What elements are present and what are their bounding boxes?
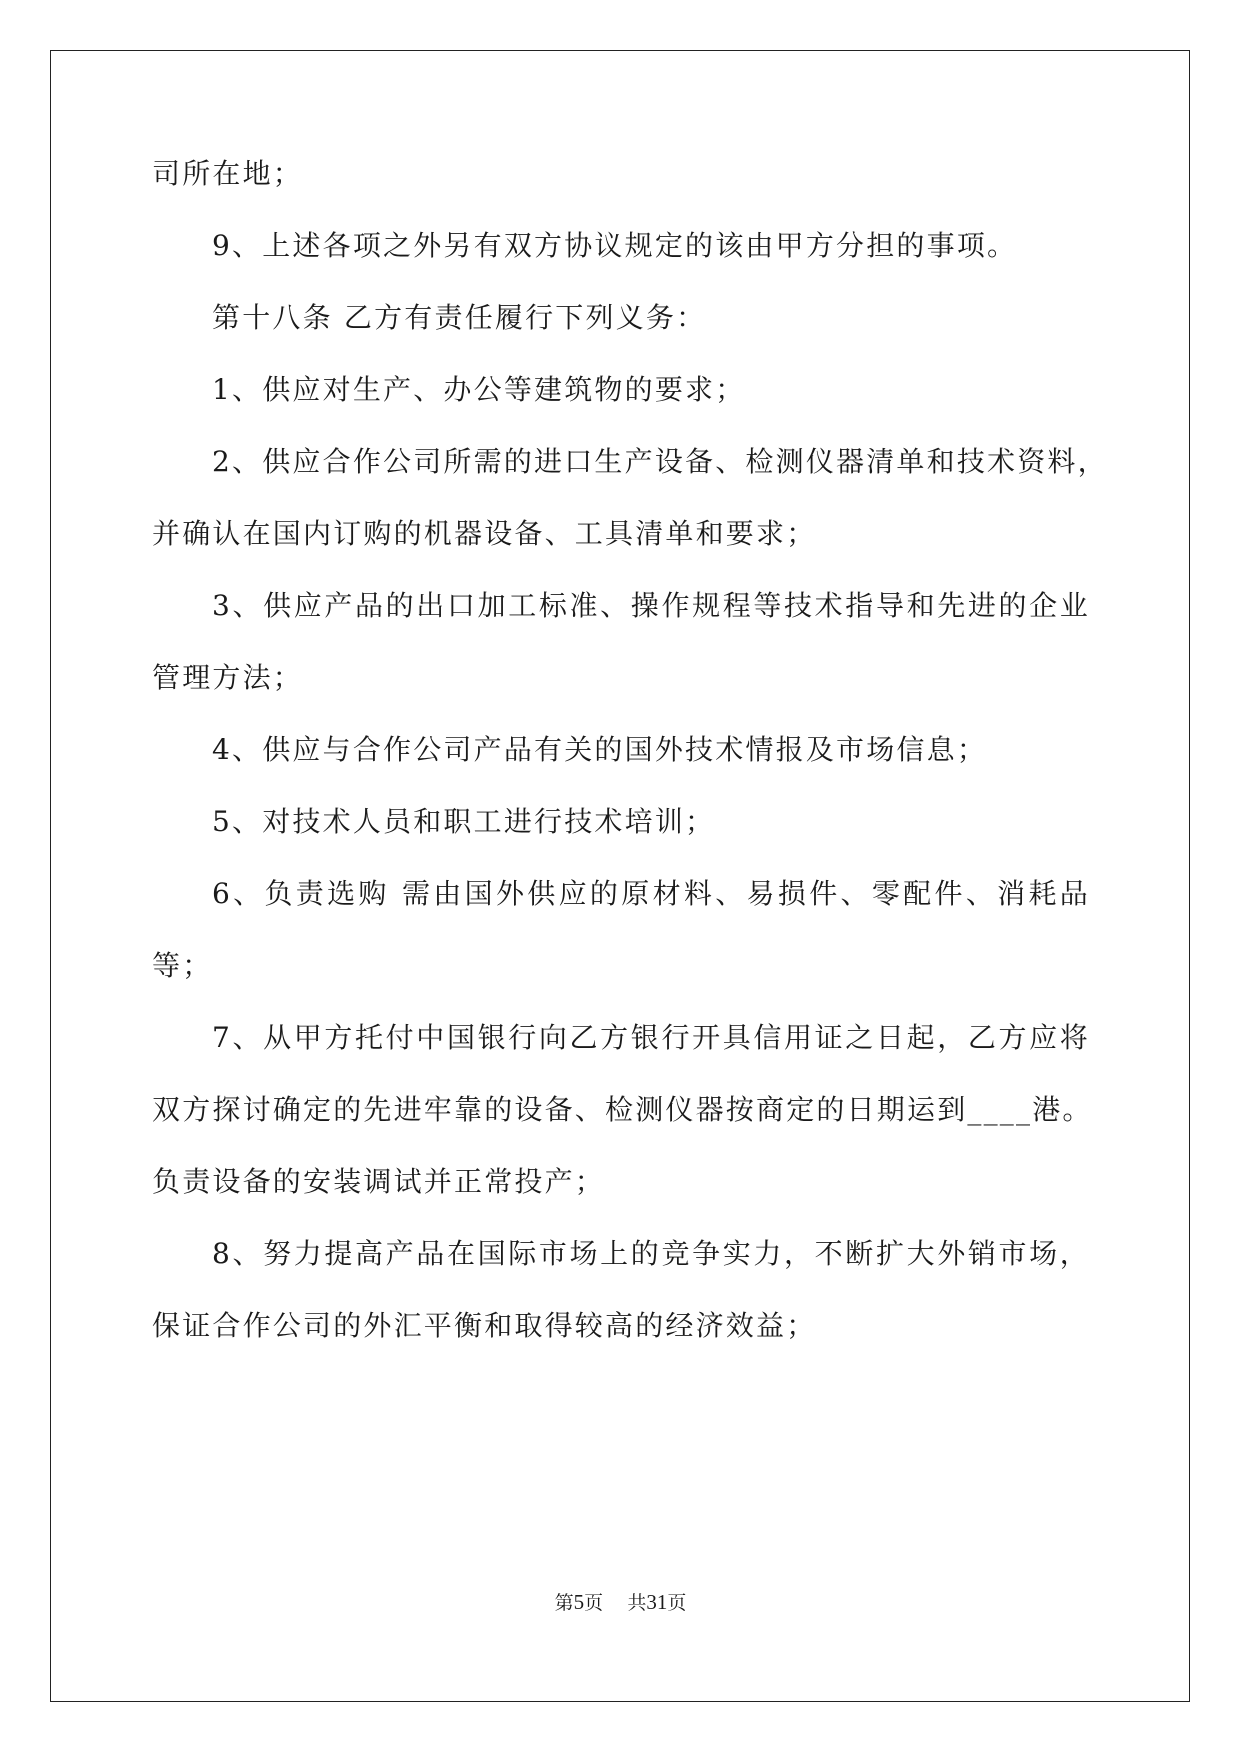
text-line: 司所在地； (152, 157, 304, 190)
text-line: 5、对技术人员和职工进行技术培训； (212, 805, 716, 838)
text-line: 1、供应对生产、办公等建筑物的要求； (212, 373, 746, 406)
text-line: 管理方法； (152, 661, 304, 694)
text-line: 8、努力提高产品在国际市场上的竞争实力，不断扩大外销市场， (212, 1237, 1090, 1270)
footer-page-suffix: 页 (584, 1592, 604, 1614)
text-line: 4、供应与合作公司产品有关的国外技术情报及市场信息； (212, 733, 988, 766)
text-line: 6、负责选购 需由国外供应的原材料、易损件、零配件、消耗品 (212, 877, 1090, 910)
page-footer (0, 1588, 1241, 1615)
text-line: 9、上述各项之外另有双方协议规定的该由甲方分担的事项。 (212, 229, 1018, 262)
text-line: 7、从甲方托付中国银行向乙方银行开具信用证之日起，乙方应将 (212, 1021, 1090, 1054)
text-line: 3、供应产品的出口加工标准、操作规程等技术指导和先进的企业 (212, 589, 1090, 622)
text-line: 第十八条 乙方有责任履行下列义务： (212, 301, 707, 334)
text-line: 负责设备的安装调试并正常投产； (152, 1165, 606, 1198)
footer-page-number: 5 (573, 1590, 585, 1614)
footer-total-prefix: 共 (627, 1592, 647, 1614)
text-line: 等； (152, 949, 213, 982)
text-line: 保证合作公司的外汇平衡和取得较高的经济效益； (152, 1309, 817, 1342)
footer-total-suffix: 页 (667, 1592, 687, 1614)
text-line: 2、供应合作公司所需的进口生产设备、检测仪器清单和技术资料， (212, 445, 1108, 478)
footer-total-pages: 31 (646, 1590, 668, 1614)
footer-page-prefix: 第 (554, 1592, 574, 1614)
text-line: 并确认在国内订购的机器设备、工具清单和要求； (152, 517, 817, 550)
text-line: 双方探讨确定的先进牢靠的设备、检测仪器按商定的日期运到____港。 (152, 1093, 1093, 1126)
